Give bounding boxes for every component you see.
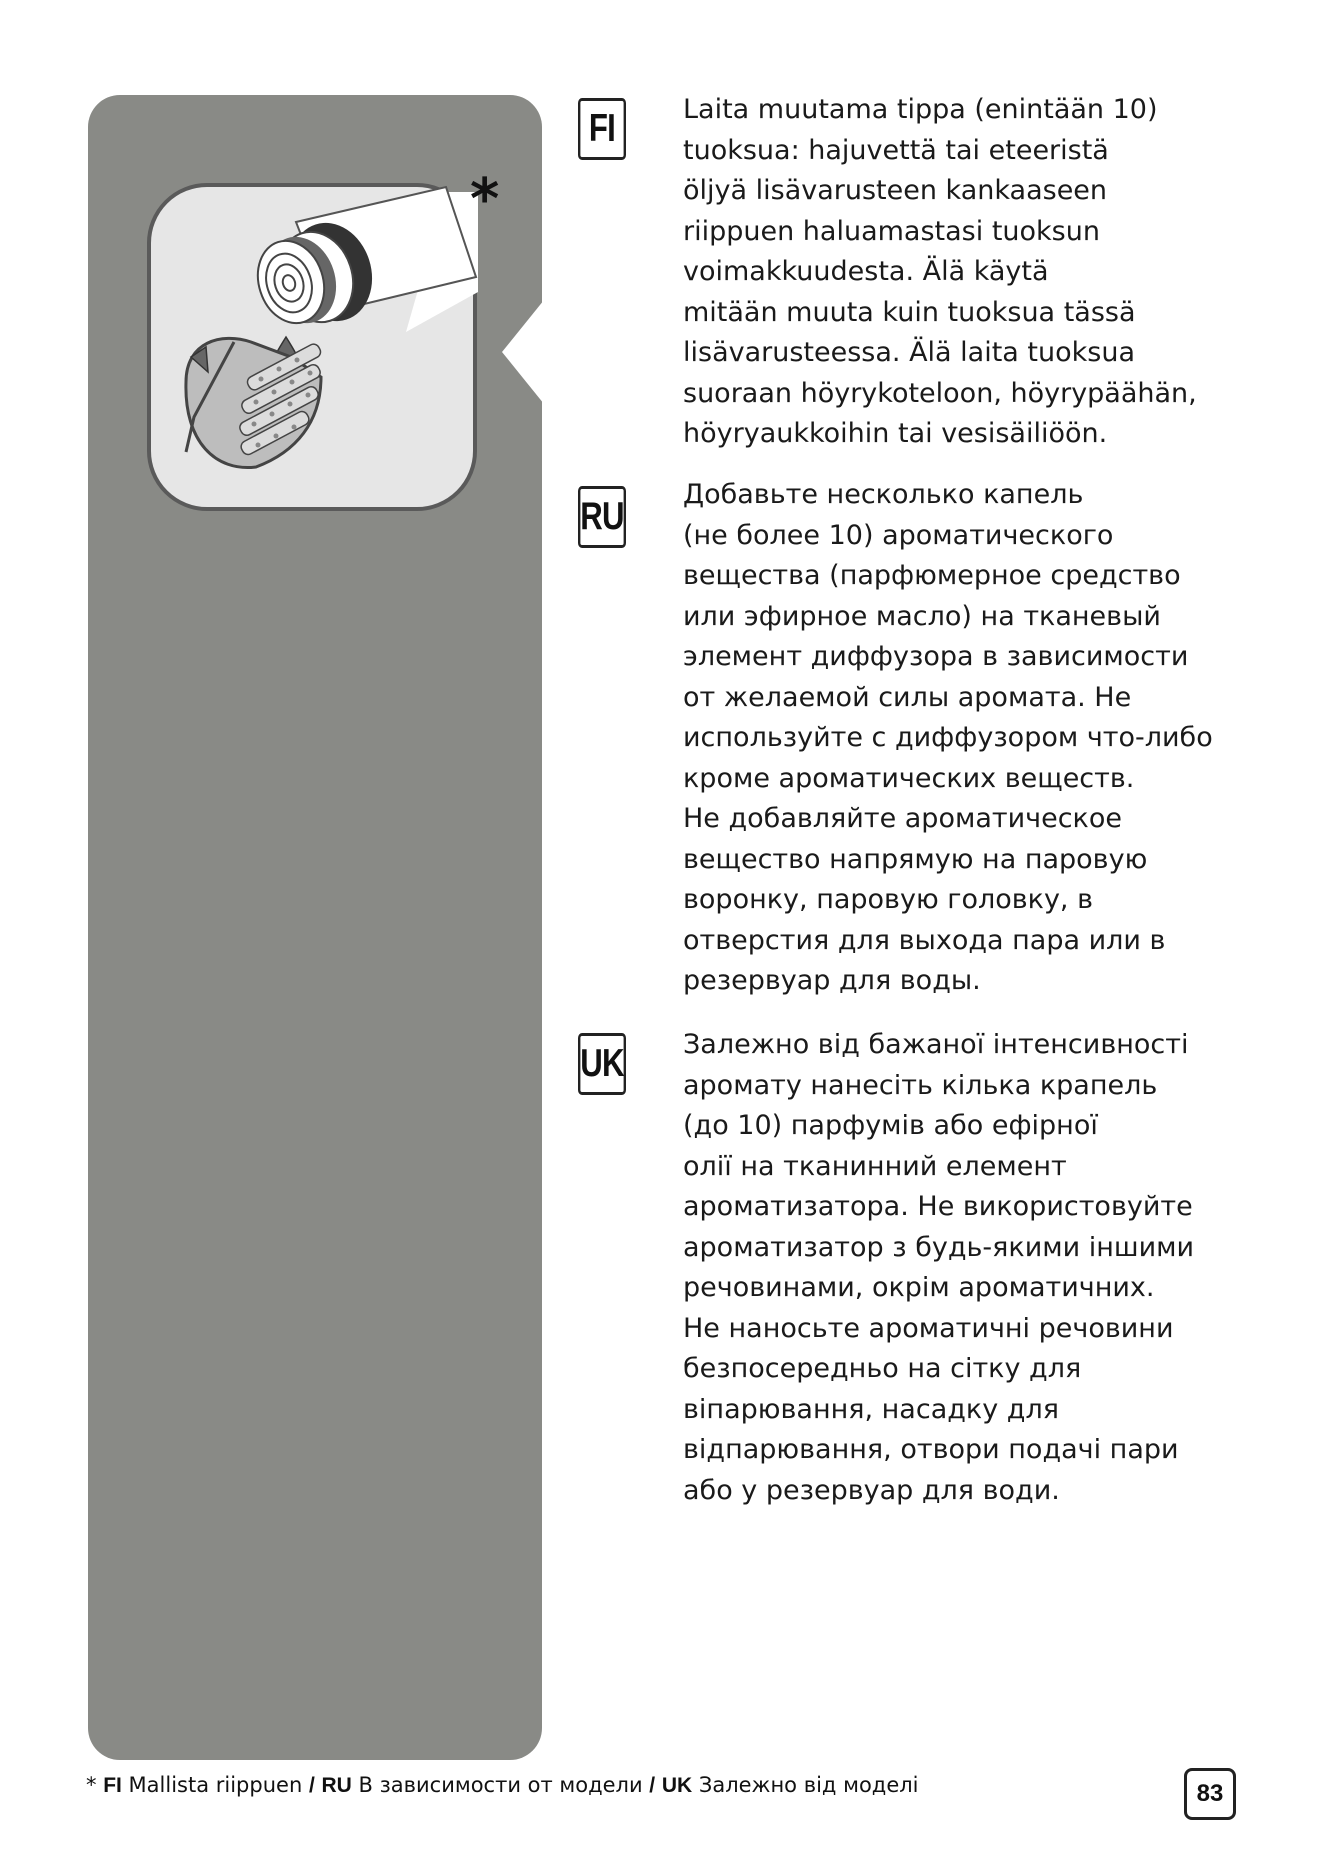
text-line: öljyä lisävarusteen kankaaseen xyxy=(683,175,1108,206)
text-line: или эфирное масло) на тканевый xyxy=(683,600,1161,632)
lang-badge-uk: UK xyxy=(578,1033,626,1095)
text-line: используйте с диффузором что-либо xyxy=(683,722,1213,753)
ru-instructions xyxy=(683,475,1243,1002)
text-line: або у резервуар для води. xyxy=(683,1474,1060,1506)
text-line: suoraan höyrykoteloon, höyrypäähän, xyxy=(683,377,1197,409)
text-line: Добавьте несколько капель xyxy=(683,479,1084,510)
uk-instructions xyxy=(683,1025,1243,1511)
text-line: резервуар для воды. xyxy=(683,965,981,996)
footnote-asterisk: * xyxy=(86,1773,97,1797)
lang-badge-fi: FI xyxy=(578,98,626,160)
text-line: аромату нанесіть кілька крапель xyxy=(683,1069,1158,1101)
text-line: речовинами, окрім ароматичних. xyxy=(683,1272,1155,1303)
text-line: (до 10) парфумів або ефірної xyxy=(683,1110,1098,1141)
footnote-ru-code: RU xyxy=(321,1774,352,1797)
text-line: олії на тканинний елемент xyxy=(683,1150,1067,1182)
footnote-fi-text: Mallista riippuen xyxy=(128,1773,303,1797)
text-line: riippuen haluamastasi tuoksun xyxy=(683,215,1100,247)
text-line: Laita muutama tippa (enintään 10) xyxy=(683,94,1158,125)
text-line: кроме ароматических веществ. xyxy=(683,762,1135,794)
text-line: tuoksua: hajuvettä tai eteeristä xyxy=(683,134,1109,166)
panel-notch xyxy=(502,300,544,404)
text-line: віпарювання, насадку для xyxy=(683,1393,1059,1425)
text-line: відпарювання, отвори подачі пари xyxy=(683,1434,1179,1465)
text-line: lisävarusteessa. Älä laita tuoksua xyxy=(683,337,1136,368)
text-line: mitään muuta kuin tuoksua tässä xyxy=(683,296,1136,328)
text-line: ароматизатора. Не використовуйте xyxy=(683,1191,1193,1222)
footnote-separator: / xyxy=(308,1774,315,1797)
text-line: (не более 10) ароматического xyxy=(683,519,1114,551)
fi-instructions xyxy=(683,90,1243,455)
footnote-fi-code: FI xyxy=(103,1774,122,1797)
text-line: воронку, паровую головку, в xyxy=(683,884,1094,915)
model-footnote xyxy=(86,1771,919,1800)
page-number: 83 xyxy=(1184,1768,1236,1820)
footnote-separator: / xyxy=(649,1774,656,1797)
text-line: Не добавляйте ароматическое xyxy=(683,803,1123,834)
text-line: от желаемой силы аромата. Не xyxy=(683,681,1132,713)
text-line: безпосередньо на сітку для xyxy=(683,1353,1082,1384)
footnote-ru-text: В зависимости от модели xyxy=(358,1773,643,1797)
lang-badge-ru: RU xyxy=(578,486,626,548)
text-line: Не наносьте ароматичні речовини xyxy=(683,1312,1174,1344)
text-line: voimakkuudesta. Älä käytä xyxy=(683,256,1049,287)
footnote-uk-text: Залежно від моделі xyxy=(698,1773,919,1797)
model-dependent-asterisk: * xyxy=(470,167,500,232)
text-line: вещества (парфюмерное средство xyxy=(683,560,1181,591)
text-line: Залежно від бажаної інтенсивності xyxy=(683,1029,1189,1060)
perfume-diffuser-illustration xyxy=(146,182,478,512)
text-line: ароматизатор з будь-якими іншими xyxy=(683,1231,1195,1263)
text-line: höyryaukkoihin tai vesisäiliöön. xyxy=(683,418,1108,449)
text-line: отверстия для выхода пара или в xyxy=(683,924,1166,956)
footnote-uk-code: UK xyxy=(661,1774,693,1797)
text-line: элемент диффузора в зависимости xyxy=(683,641,1189,672)
text-line: вещество напрямую на паровую xyxy=(683,843,1148,875)
